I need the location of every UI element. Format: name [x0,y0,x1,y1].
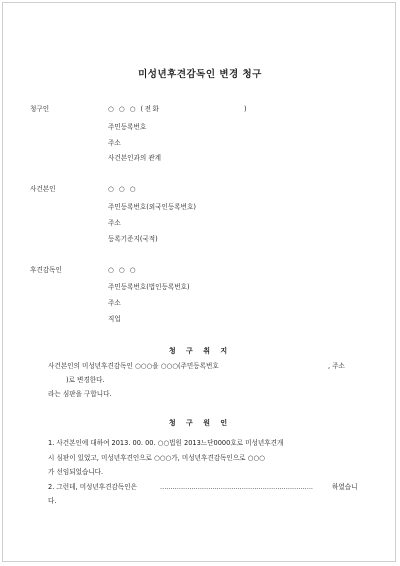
reasons-item2-line1a: 2. 그런데, 미성년후견감독인은 [48,483,138,491]
claimant-name: ○ ○ ○ (전화 [108,105,161,113]
reasons-item2-line1b: 하였습니 [332,483,358,491]
subject-address-line: 주소 [108,219,121,227]
claimant-relation-line: 사건본인과의 관계 [108,154,162,162]
subject-name: ○ ○ ○ [108,185,137,193]
supervisor-address-line: 주소 [108,299,121,307]
purpose-line-2: )로 변경한다. [66,376,105,384]
supervisor-label: 후견감독인 [30,266,62,274]
purpose-line-3: 라는 심판을 구합니다. [48,390,112,398]
reasons-item2-dots: ......................................................................... [160,483,314,491]
purpose-line-1a: 사건본인의 미성년후견감독인 ○○○을 ○○○(주민등록번호 [48,362,219,370]
claimant-address-line: 주소 [108,139,121,147]
reasons-item1-line2: 시 심판이 있었고, 미성년후견인으로 ○○○가, 미성년후견감독인으로 ○○○ [48,454,265,462]
subject-id-line: 주민등록번호(외국인등록번호) [108,203,196,211]
reasons-item1-line1: 1. 사건본인에 대하여 2013. 00. 00. ○○법원 2013느단0000호로 미성년후견개 [48,439,284,447]
reasons-item1-line3: 가 선임되었습니다. [48,468,104,476]
supervisor-name: ○ ○ ○ [108,266,137,274]
claimant-label: 청구인 [30,105,50,113]
claimant-id-line: 주민등록번호 [108,123,147,131]
subject-label: 사건본인 [30,185,56,193]
supervisor-job-line: 직업 [108,315,121,323]
purpose-heading: 청 구 취 지 [168,347,232,355]
supervisor-id-line: 주민등록번호(법인등록번호) [108,283,190,291]
subject-registry-line: 등록기준지(국적) [108,235,158,243]
reasons-heading: 청 구 원 인 [168,419,232,427]
reasons-item2-line2: 다. [48,497,57,505]
document-page [2,2,396,562]
document-title: 미성년후견감독인 변경 청구 [138,69,262,80]
purpose-line-1b: , 주소 [328,362,345,370]
claimant-phone-close: ) [244,105,247,113]
